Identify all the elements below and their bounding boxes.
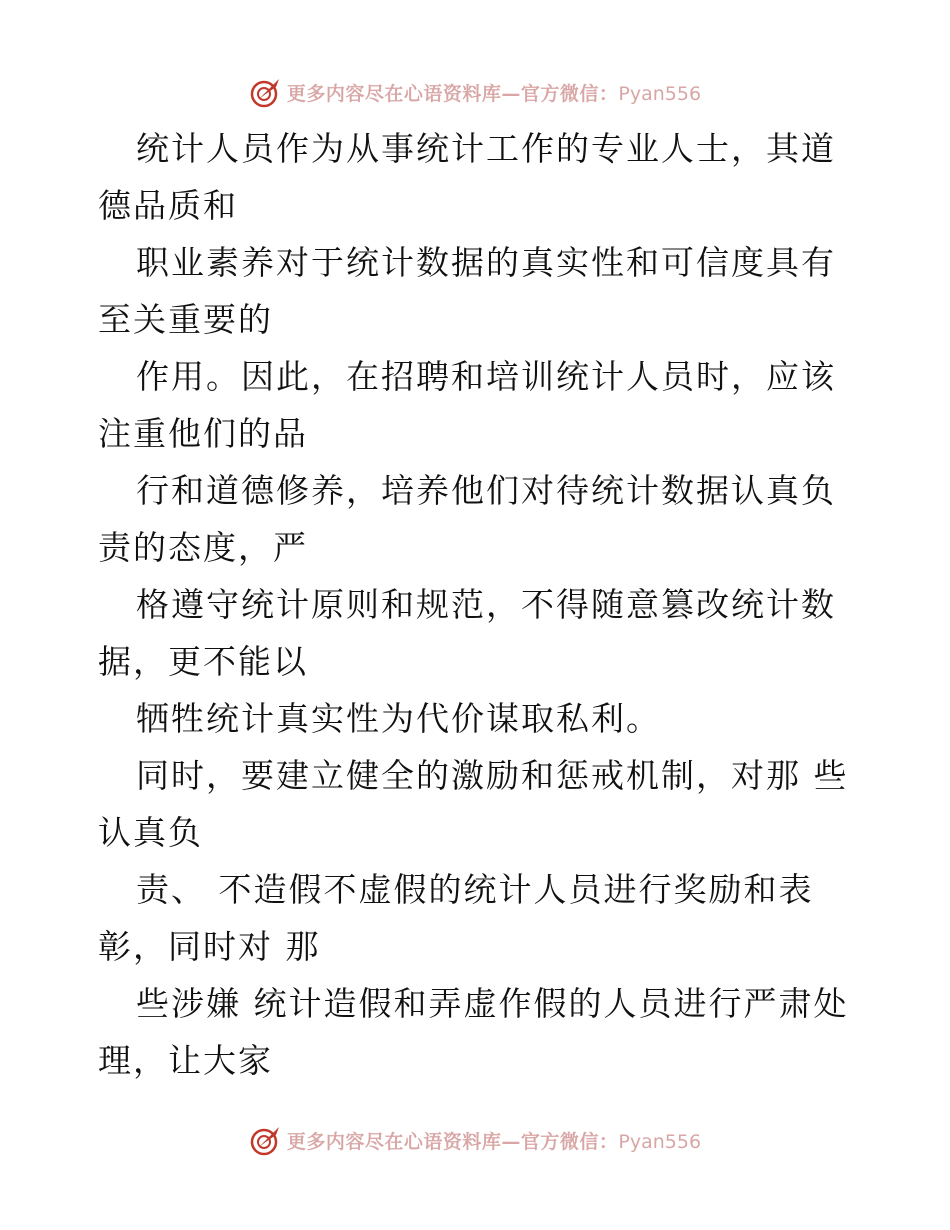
footer-banner-label: 更多内容尽在心语资料库—官方微信： — [286, 1130, 619, 1153]
quill-logo-icon — [249, 75, 283, 109]
paragraph-1: 统计人员作为从事统计工作的专业人士，其道德品质和 — [98, 129, 836, 225]
header-banner-text — [287, 79, 701, 106]
header-banner-label: 更多内容尽在心语资料库—官方微信： — [286, 82, 619, 105]
paragraph-3: 作用。因此，在招聘和培训统计人员时，应该注重他们的品 — [98, 357, 836, 453]
paragraph-8: 责、 不造假不虚假的统计人员进行奖励和表彰，同时对 那 — [98, 870, 814, 966]
quill-logo-icon — [249, 1123, 283, 1157]
footer-banner-text — [287, 1127, 701, 1154]
paragraph-2: 职业素养对于统计数据的真实性和可信度具有至关重要的 — [98, 243, 836, 339]
paragraph-9: 些涉嫌 统计造假和弄虚作假的人员进行严肃处理，让大家 — [98, 984, 849, 1080]
footer-wechat-handle: Pyan556 — [618, 1130, 702, 1153]
header-banner — [0, 72, 950, 112]
footer-banner — [0, 1120, 950, 1160]
paragraph-5: 格遵守统计原则和规范，不得随意篡改统计数据，更不能以 — [98, 585, 836, 681]
paragraph-4: 行和道德修养，培养他们对待统计数据认真负责的态度，严 — [98, 471, 836, 567]
header-wechat-handle: Pyan556 — [618, 82, 702, 105]
document-body — [98, 120, 858, 1089]
paragraph-6: 牺牲统计真实性为代价谋取私利。 — [136, 699, 661, 738]
paragraph-7: 同时，要建立健全的激励和惩戒机制，对那 些认真负 — [98, 756, 849, 852]
